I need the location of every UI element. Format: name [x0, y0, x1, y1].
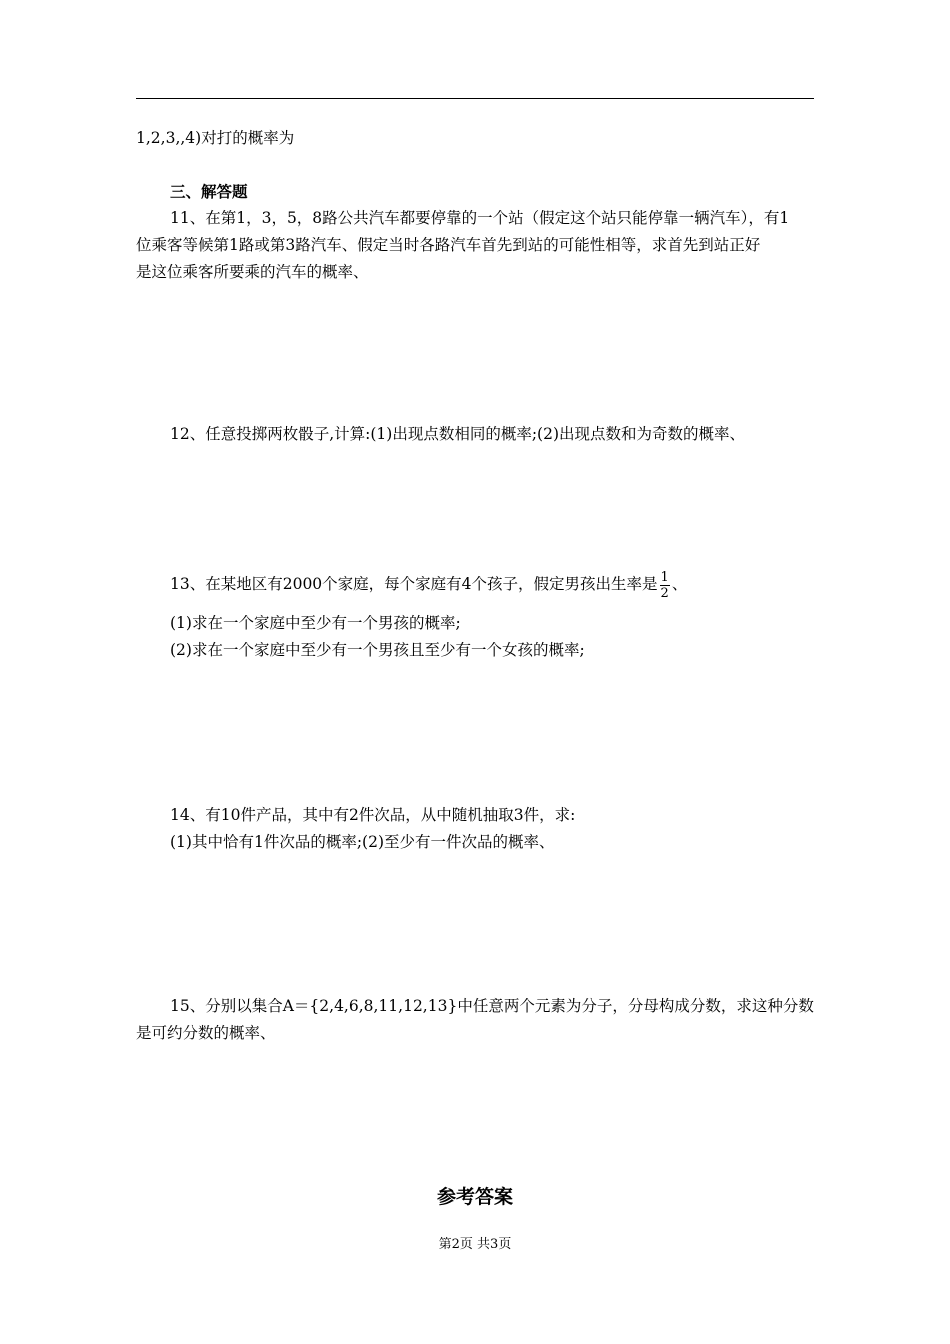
header-rule: [136, 98, 814, 99]
answers-title: 参考答案: [436, 1186, 513, 1208]
q11-line3: 是这位乘客所要乘的汽车的概率、: [136, 263, 369, 281]
q12-line1: 12、任意投掷两枚骰子,计算:(1)出现点数相同的概率;(2)出现点数和为奇数的概率、: [170, 425, 746, 443]
q11-line2: 位乘客等候第1路或第3路汽车、假定当时各路汽车首先到站的可能性相等，求首先到站正好: [136, 236, 761, 254]
q11-line1: 11、在第1，3，5，8路公共汽车都要停靠的一个站（假定这个站只能停靠一辆汽车），有1: [170, 209, 790, 227]
top-fragment: 1,2,3,,4)对打的概率为: [136, 129, 295, 147]
q13-text-end: 、: [671, 575, 688, 593]
q13-line1: [170, 568, 814, 601]
fraction-one-half: [660, 570, 670, 601]
q13-text: 13、在某地区有2000个家庭，每个家庭有4个孩子，假定男孩出生率是: [170, 575, 658, 593]
section-heading: 三、解答题: [170, 182, 248, 201]
q13-part1: (1)求在一个家庭中至少有一个男孩的概率;: [170, 614, 461, 632]
q14-line1: 14、有10件产品，其中有2件次品，从中随机抽取3件，求:: [170, 806, 576, 824]
q15-line2: 是可约分数的概率、: [136, 1024, 276, 1042]
q14-line2: (1)其中恰有1件次品的概率;(2)至少有一件次品的概率、: [170, 833, 555, 851]
q13-part2: (2)求在一个家庭中至少有一个男孩且至少有一个女孩的概率;: [170, 641, 585, 659]
page-footer: 第2页 共3页: [438, 1237, 512, 1252]
q15-line1: 15、分别以集合A＝{2,4,6,8,11,12,13}中任意两个元素为分子，分母构成分数，求这种分数: [170, 997, 814, 1015]
fraction-denominator: 2: [660, 585, 669, 601]
fraction-numerator: 1: [660, 569, 669, 585]
